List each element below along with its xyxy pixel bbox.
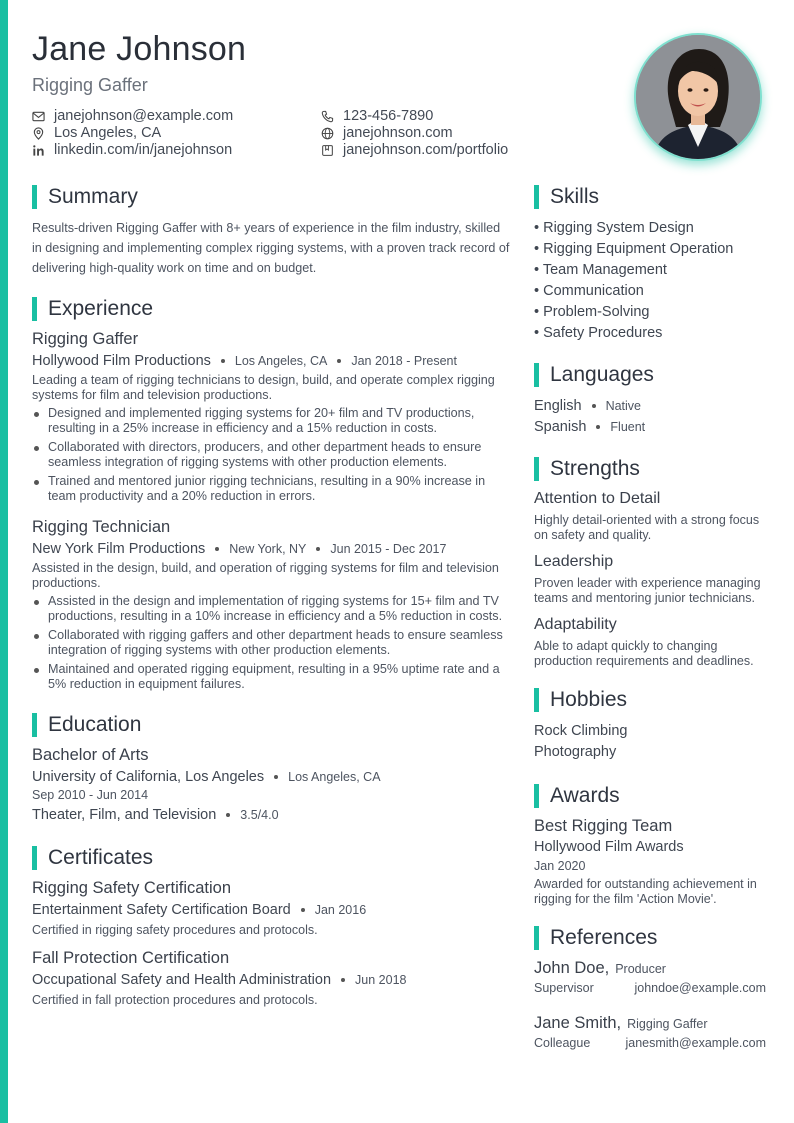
- job-position: Rigging Technician: [32, 518, 171, 536]
- language-level: Fluent: [610, 420, 646, 434]
- reference-entry: [534, 1014, 766, 1054]
- job-company: Hollywood Film Productions: [32, 353, 211, 369]
- certificate-issuer-line: [32, 902, 510, 918]
- phone-icon: [321, 110, 334, 123]
- job-position: Rigging Gaffer: [32, 330, 139, 348]
- separator-dot: [592, 404, 596, 408]
- summary-text: Results-driven Rigging Gaffer with 8+ years of experience in the film industry, skilled in designing and implementing complex rigging systems, with a proven track record of delivering high-quality work on time and on budget.: [32, 221, 510, 275]
- certificates-heading: Certificates: [32, 845, 510, 871]
- profile-photo: [634, 33, 762, 161]
- certificate-issuer-line: [32, 972, 510, 988]
- reference-email[interactable]: janesmith@example.com: [625, 1036, 766, 1050]
- job-location: Los Angeles, CA: [234, 354, 328, 368]
- strength-item: [534, 553, 766, 606]
- strength-description: Proven leader with experience managing teams and mentoring junior technicians.: [534, 576, 761, 605]
- education-school-line: [32, 769, 510, 785]
- job-location: New York, NY: [229, 542, 307, 556]
- language-level: Native: [605, 399, 641, 413]
- education-gpa: 3.5/4.0: [240, 808, 279, 822]
- certificate-description: Certified in fall protection procedures and protocols.: [32, 993, 318, 1007]
- reference-entry: [534, 959, 766, 999]
- reference-name: John Doe,: [534, 959, 610, 977]
- hobby-item: Photography: [534, 744, 617, 760]
- reference-header: [534, 959, 766, 981]
- list-item: Maintained and operated rigging equipment, resulting in a 95% uptime rate and a 5% reduction in equipment failures.: [32, 662, 510, 692]
- reference-details: [534, 981, 766, 999]
- mail-icon: [32, 110, 45, 123]
- list-item: Trained and mentored junior rigging technicians, resulting in a 90% increase in team productivity and a 20% reduction in errors.: [32, 474, 510, 504]
- job-bullets: [32, 594, 510, 692]
- award-title: Best Rigging Team: [534, 817, 673, 835]
- reference-header: [534, 1014, 766, 1036]
- contact-block: janejohnson@example.com 123-456-7890 Los Angeles, CA janejohnson.com linkedin.com/in/janejohnson janejohnson.com/portfolio: [32, 108, 592, 164]
- profile-photo-illustration: [636, 35, 760, 159]
- education-location: Los Angeles, CA: [288, 770, 381, 784]
- strength-item: [534, 490, 766, 543]
- award-issuer: Hollywood Film Awards: [534, 839, 684, 855]
- reference-role: Producer: [615, 962, 666, 976]
- education-field: Theater, Film, and Television: [32, 807, 217, 823]
- separator-dot: [221, 359, 225, 363]
- certificate-date: Jan 2016: [314, 903, 367, 917]
- list-item: Designed and implemented rigging systems for 20+ film and TV productions, resulting in a 25% increase in efficiency and a 15% reduction in costs.: [32, 406, 510, 436]
- right-column: [534, 182, 766, 1054]
- education-heading: Education: [32, 712, 510, 738]
- job-title: Rigging Gaffer: [32, 75, 148, 95]
- skill-item: • Rigging System Design: [534, 220, 694, 236]
- hobbies-heading: Hobbies: [534, 687, 766, 713]
- award-date: Jan 2020: [534, 859, 586, 873]
- job-company: New York Film Productions: [32, 541, 206, 557]
- separator-dot: [316, 547, 320, 551]
- strength-description: Highly detail-oriented with a strong focus on safety and quality.: [534, 513, 760, 542]
- skill-item: • Team Management: [534, 262, 667, 278]
- accent-bar: [0, 0, 8, 1123]
- reference-role: Rigging Gaffer: [627, 1017, 708, 1031]
- job-bullets: [32, 406, 510, 504]
- certificate-description: Certified in rigging safety procedures and protocols.: [32, 923, 318, 937]
- hobby-item: Rock Climbing: [534, 723, 628, 739]
- skill-item: • Safety Procedures: [534, 325, 663, 341]
- summary-heading: Summary: [32, 184, 510, 210]
- experience-entry: [32, 518, 510, 692]
- strength-title: Attention to Detail: [534, 490, 661, 507]
- list-item: Assisted in the design and implementation of rigging systems for 15+ film and TV productions, resulting in a 10% increase in efficiency and a 5% reduction in costs.: [32, 594, 510, 624]
- experience-heading: Experience: [32, 296, 510, 322]
- education-degree: Bachelor of Arts: [32, 746, 149, 764]
- skills-list: [534, 218, 766, 344]
- award-entry: [534, 817, 766, 907]
- reference-relation: Colleague: [534, 1036, 591, 1050]
- separator-dot: [341, 978, 345, 982]
- reference-name: Jane Smith,: [534, 1014, 622, 1032]
- education-entry: [32, 746, 510, 823]
- experience-entry: [32, 330, 510, 504]
- certificate-entry: [32, 879, 510, 937]
- left-column: [32, 182, 510, 1007]
- candidate-name: Jane Johnson: [32, 30, 247, 68]
- language-name: English: [534, 398, 582, 414]
- references-heading: References: [534, 925, 766, 951]
- job-company-line: [32, 541, 510, 557]
- award-description: Awarded for outstanding achievement in rigging for the film 'Action Movie'.: [534, 877, 757, 906]
- certificate-date: Jun 2018: [355, 973, 407, 987]
- location-pin-icon: [32, 127, 45, 140]
- language-item: [534, 417, 766, 438]
- certificate-issuer: Entertainment Safety Certification Board: [32, 902, 291, 918]
- job-description: Leading a team of rigging technicians to design, build, and operate complex rigging systems for film and television productions.: [32, 373, 495, 402]
- list-item: Collaborated with directors, producers, and other department heads to ensure seamless integration of rigging systems with other production elements.: [32, 440, 510, 470]
- certificate-name: Fall Protection Certification: [32, 949, 230, 967]
- separator-dot: [301, 908, 305, 912]
- separator-dot: [337, 359, 341, 363]
- job-dates: Jun 2015 - Dec 2017: [330, 542, 447, 556]
- job-company-line: [32, 353, 510, 369]
- strength-title: Leadership: [534, 553, 614, 570]
- skill-item: • Rigging Equipment Operation: [534, 241, 734, 257]
- separator-dot: [215, 547, 219, 551]
- strength-title: Adaptability: [534, 616, 617, 633]
- education-field-line: [32, 807, 510, 823]
- languages-heading: Languages: [534, 362, 766, 388]
- globe-icon: [321, 127, 334, 140]
- linkedin-icon: [32, 144, 45, 157]
- reference-details: [534, 1036, 766, 1054]
- separator-dot: [226, 813, 230, 817]
- bookmark-icon: [321, 144, 334, 157]
- skills-heading: Skills: [534, 184, 766, 210]
- skill-item: • Communication: [534, 283, 644, 299]
- education-school: University of California, Los Angeles: [32, 769, 265, 785]
- certificate-issuer: Occupational Safety and Health Administration: [32, 972, 332, 988]
- strength-item: [534, 616, 766, 669]
- education-dates: Sep 2010 - Jun 2014: [32, 788, 149, 802]
- job-dates: Jan 2018 - Present: [351, 354, 457, 368]
- strengths-heading: Strengths: [534, 456, 766, 482]
- separator-dot: [274, 775, 278, 779]
- strength-description: Able to adapt quickly to changing production requirements and deadlines.: [534, 639, 754, 668]
- certificate-name: Rigging Safety Certification: [32, 879, 232, 897]
- skill-item: • Problem-Solving: [534, 304, 650, 320]
- separator-dot: [596, 425, 600, 429]
- list-item: Collaborated with rigging gaffers and other department heads to ensure seamless integration of rigging systems with other production elements.: [32, 628, 510, 658]
- awards-heading: Awards: [534, 783, 766, 809]
- job-description: Assisted in the design, build, and operation of rigging systems for film and television productions.: [32, 561, 499, 590]
- certificate-entry: [32, 949, 510, 1007]
- reference-relation: Supervisor: [534, 981, 594, 995]
- language-item: [534, 396, 766, 417]
- language-name: Spanish: [534, 419, 587, 435]
- reference-email[interactable]: johndoe@example.com: [634, 981, 766, 995]
